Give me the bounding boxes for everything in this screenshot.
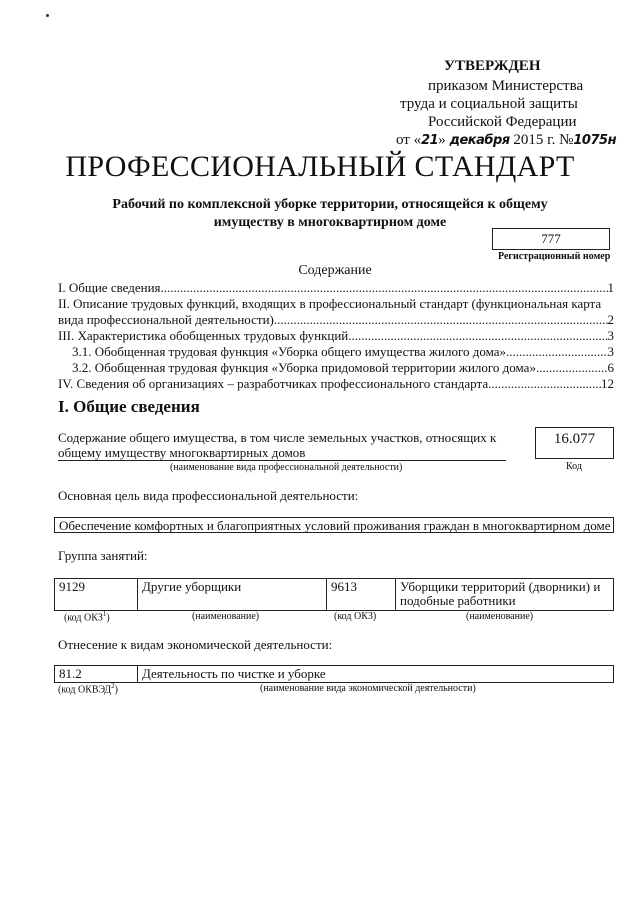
okz-code-caption: (код ОКЗ$^1$): [64, 610, 110, 624]
toc-item-page: 6: [607, 360, 614, 375]
toc-item-text: 3.2. Обобщенная трудовая функция «Уборка придомовой территории жилого дома»: [72, 360, 536, 375]
toc-item[interactable]: [58, 360, 614, 376]
okz-name-caption-2: (наименование): [466, 611, 534, 622]
table-row: [55, 666, 614, 683]
section-heading: I. Общие сведения: [58, 397, 200, 416]
okz-code-cell: 9129: [55, 579, 138, 611]
toc-item-page: 12: [601, 376, 614, 391]
toc-item-text: 3.1. Обобщенная трудовая функция «Уборка общего имущества жилого дома»: [72, 344, 506, 359]
toc-item[interactable]: [58, 280, 614, 296]
okz-name-cell: Другие уборщики: [138, 579, 327, 611]
scan-speck: [46, 14, 49, 17]
okved-code-caption: (код ОКВЭД$^2$): [58, 682, 118, 696]
toc-item-page: 2: [607, 312, 614, 327]
date-mid: »: [438, 132, 446, 148]
approval-line-1: приказом Министерства: [428, 78, 584, 94]
activity-caption: (наименование вида профессиональной деятельности): [170, 462, 403, 473]
toc-item-text: III. Характеристика обобщенных трудовых функций: [58, 328, 349, 343]
code-caption: Код: [566, 461, 582, 472]
document-subtitle: Рабочий по комплексной уборке территории, относящейся к общему имуществу в многоквартирном доме: [112, 197, 548, 230]
toc-item[interactable]: [58, 344, 614, 360]
activity-code: 16.077: [535, 427, 614, 459]
approval-date: [396, 132, 616, 149]
activity-name: Содержание общего имущества, в том числе земельных участков, относящих к общему имуществу многоквартирных домов: [58, 430, 497, 460]
document-title: ПРОФЕССИОНАЛЬНЫЙ СТАНДАРТ: [65, 150, 575, 183]
approval-heading: УТВЕРЖДЕН: [444, 58, 541, 74]
toc-item-text: вида профессиональной деятельности): [58, 312, 274, 327]
toc-item-text: I. Общие сведения: [58, 280, 161, 295]
toc-item-text: IV. Сведения об организациях – разработчиках профессионального стандарта: [58, 376, 489, 391]
toc-item[interactable]: [58, 296, 614, 312]
registration-label: Регистрационный номер: [498, 251, 611, 262]
toc-item-page: 1: [607, 280, 614, 295]
approval-line-3: Российской Федерации: [428, 114, 577, 130]
toc-list: [58, 280, 614, 392]
toc-item-page: 3: [607, 328, 614, 343]
occupations-table: [54, 578, 614, 611]
goal-value: Обеспечение комфортных и благоприятных условий проживания граждан в многоквартирном доме: [54, 517, 614, 533]
toc-item[interactable]: [58, 328, 614, 344]
toc-item-cont[interactable]: [58, 312, 614, 328]
toc-item-text: II. Описание трудовых функций, входящих в профессиональный стандарт (функциональная карта: [58, 296, 602, 311]
activity-underline: [58, 460, 506, 461]
toc-item-page: 3: [607, 344, 614, 359]
date-prefix: от «: [396, 132, 422, 148]
goal-label: Основная цель вида профессиональной деятельности:: [58, 488, 359, 503]
okved-name-caption: (наименование вида экономической деятельности): [260, 683, 476, 694]
toc-heading: Содержание: [298, 263, 372, 278]
okz-code-caption-2: (код ОКЗ): [334, 611, 377, 622]
approval-line-2: труда и социальной защиты: [400, 96, 578, 112]
date-day: 21: [421, 133, 439, 148]
okved-code-cell: 81.2: [55, 666, 138, 683]
econ-label: Отнесение к видам экономической деятельности:: [58, 637, 333, 652]
table-row: [55, 579, 614, 611]
occupations-label: Группа занятий:: [58, 548, 148, 563]
toc-item[interactable]: [58, 376, 614, 392]
okz-name-cell-2: Уборщики территорий (дворники) и подобные работники: [396, 579, 614, 611]
order-number: 1075н: [573, 133, 617, 148]
registration-number: 777: [492, 228, 610, 250]
okz-name-caption: (наименование): [192, 611, 260, 622]
date-year: 2015 г. №: [513, 132, 574, 148]
date-month: декабря: [449, 133, 510, 148]
okved-name-cell: Деятельность по чистке и уборке: [138, 666, 614, 683]
okz-code-cell-2: 9613: [327, 579, 396, 611]
okved-table: [54, 665, 614, 683]
